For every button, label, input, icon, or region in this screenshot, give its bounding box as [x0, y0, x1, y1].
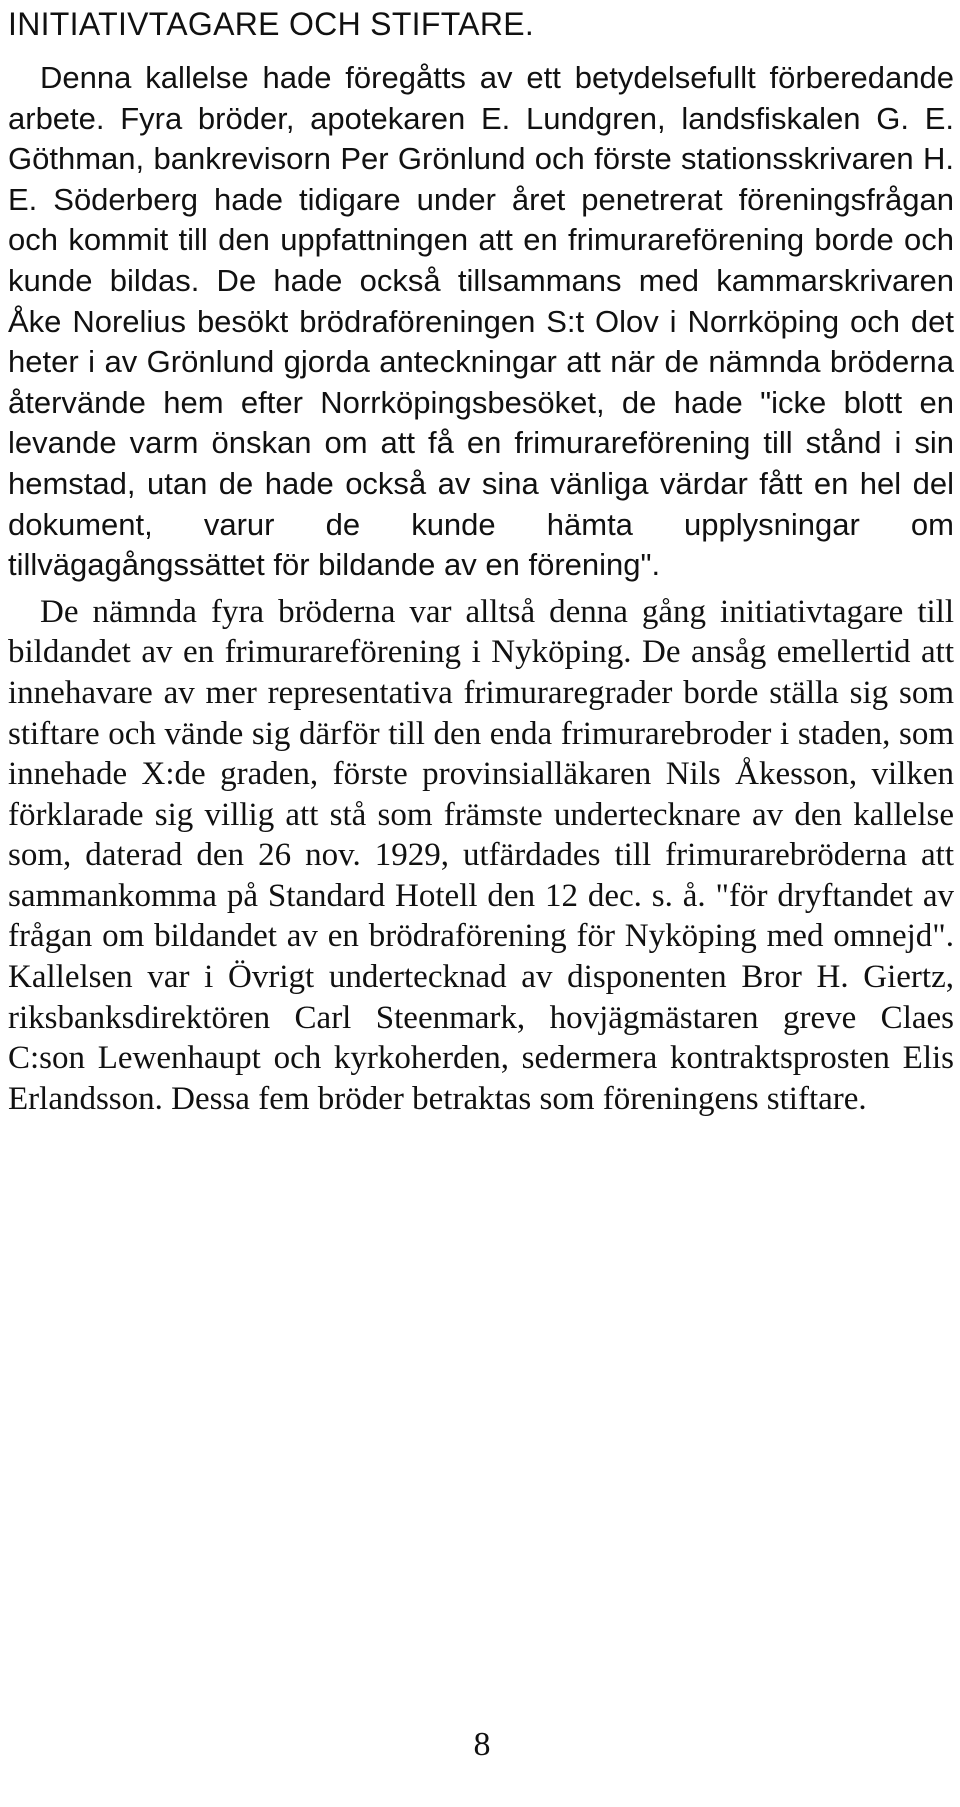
- chapter-heading: INITIATIVTAGARE OCH STIFTARE.: [8, 6, 535, 42]
- paragraph-1: Denna kallelse hade föregåtts av ett betydelsefullt förberedande arbete. Fyra bröder, apotekaren E. Lundgren, landsfiskalen G. E. Göthman, bankrevisorn Per Grönlund och förste stationsskrivaren H. E. Söderberg hade tidigare under året penetrerat föreningsfrågan och kommit till den uppfattningen att en frimurareförening borde och kunde bildas. De hade också tillsammans med kammarskrivaren Åke Norelius besökt brödraföreningen S:t Olov i Norrköping och det heter i av Grönlund gjorda anteckningar att när de nämnda bröderna återvände hem efter Norrköpingsbesöket, de hade "icke blott en levande varm önskan om att få en frimurareförening till stånd i sin hemstad, utan de hade också av sina vänliga värdar fått en hel del dokument, varur de kunde hämta upplysningar om tillvägagångssättet för bildande av en förening".: [8, 60, 954, 583]
- body-text: [8, 58, 954, 1119]
- page-number: 8: [473, 1726, 491, 1763]
- document-page: [8, 0, 956, 1807]
- paragraph-2: De nämnda fyra bröderna var alltså denna gång initiativtagare till bildandet av en frimurareförening i Nyköping. De ansåg emellertid att innehavare av mer representativa frimuraregrader borde ställa sig som stiftare och vände sig därför till den enda frimurarebroder i staden, som innehade X:de graden, förste provinsialläkaren Nils Åkesson, vilken förklarade sig villig att stå som främste undertecknare av den kallelse som, daterad den 26 nov. 1929, utfärdades till frimurarebröderna att sammankomma på Standard Hotell den 12 dec. s. å. "för dryftandet av frågan om bildandet av en brödraförening för Nyköping med omnejd". Kallelsen var i Övrigt undertecknad av disponenten Bror H. Giertz, riksbanksdirektören Carl Steenmark, hovjägmästaren greve Claes C:son Lewenhaupt och kyrkoherden, sedermera kontraktsprosten Elis Erlandsson. Dessa fem bröder betraktas som föreningens stiftare.: [8, 593, 954, 1117]
